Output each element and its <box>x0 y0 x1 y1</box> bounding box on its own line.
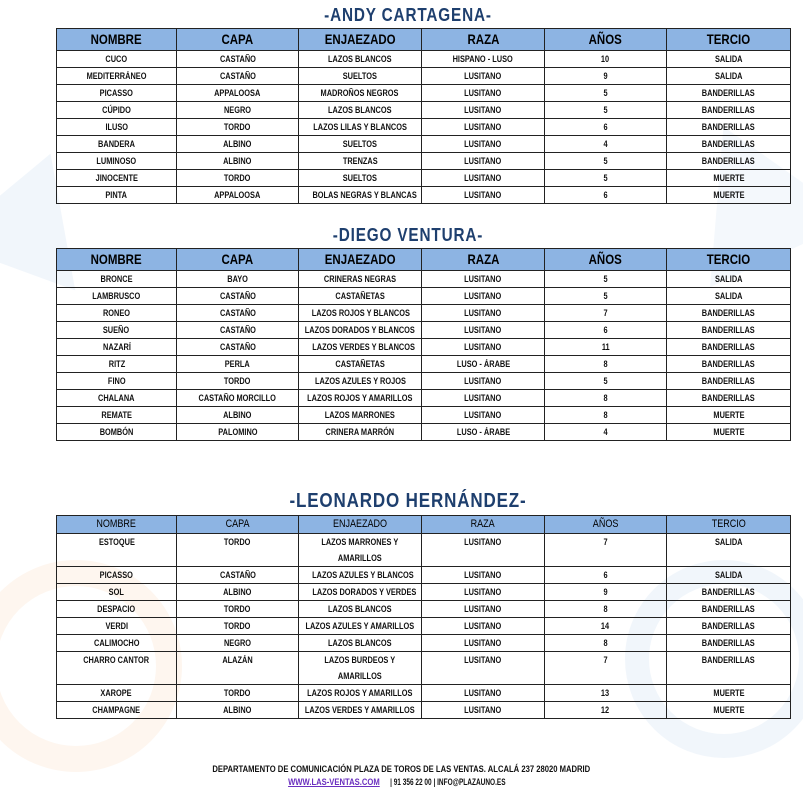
table-cell: LAZOS AZULES Y ROJOS <box>299 373 422 390</box>
table-cell: LAZOS BLANCOS <box>299 635 422 652</box>
column-header: RAZA <box>422 29 545 51</box>
table-cell: LAZOS BLANCOS <box>299 601 422 618</box>
table-row <box>57 68 791 85</box>
table-cell: 9 <box>545 68 667 85</box>
table-cell: FINO <box>57 373 177 390</box>
table-cell: LUSITANO <box>422 119 545 136</box>
table-cell: TORDO <box>177 534 299 567</box>
table-row <box>57 187 791 204</box>
table-cell: LUSITANO <box>422 567 545 584</box>
table-cell: BANDERILLAS <box>667 356 791 373</box>
table-cell: RONEO <box>57 305 177 322</box>
table-cell: LUSITANO <box>422 102 545 119</box>
column-header: AÑOS <box>545 249 667 271</box>
table-cell: LUSITANO <box>422 85 545 102</box>
section-title: -DIEGO VENTURA- <box>332 225 484 245</box>
table-cell: 5 <box>545 170 667 187</box>
table-cell: ALBINO <box>177 407 299 424</box>
table-cell: 6 <box>545 187 667 204</box>
table-cell: LAZOS ROJOS Y BLANCOS <box>299 305 422 322</box>
table-cell: TORDO <box>177 119 299 136</box>
table-row <box>57 407 791 424</box>
table-cell: CRINERA MARRÓN <box>299 424 422 441</box>
table-cell: LUSITANO <box>422 187 545 204</box>
table-cell: PICASSO <box>57 567 177 584</box>
table-cell: TORDO <box>177 601 299 618</box>
table-cell: BANDERILLAS <box>667 305 791 322</box>
column-header: RAZA <box>422 249 545 271</box>
table-cell: CUCO <box>57 51 177 68</box>
table-cell: TORDO <box>177 618 299 635</box>
table-row <box>57 534 791 567</box>
table-cell: MUERTE <box>667 424 791 441</box>
table-cell: CHARRO CANTOR <box>57 652 177 685</box>
table-header-row <box>57 516 791 534</box>
table-cell: 8 <box>545 390 667 407</box>
table-cell: LUSITANO <box>422 170 545 187</box>
table-cell: LAZOS BLANCOS <box>299 102 422 119</box>
table-cell: 4 <box>545 424 667 441</box>
table-cell: 8 <box>545 356 667 373</box>
table-cell: BANDERILLAS <box>667 390 791 407</box>
table-cell: CASTAÑO <box>177 567 299 584</box>
table-cell: CALIMOCHO <box>57 635 177 652</box>
table-cell: LUSITANO <box>422 153 545 170</box>
table-cell: 10 <box>545 51 667 68</box>
table-row <box>57 51 791 68</box>
table-cell: 7 <box>545 305 667 322</box>
table-row <box>57 356 791 373</box>
section-diego-ventura <box>56 224 760 441</box>
table-cell: LUSITANO <box>422 390 545 407</box>
table-cell: BANDERILLAS <box>667 339 791 356</box>
table-cell: BANDERILLAS <box>667 601 791 618</box>
table-cell: LUSITANO <box>422 652 545 685</box>
table-row <box>57 271 791 288</box>
table-cell: RITZ <box>57 356 177 373</box>
table-cell: 5 <box>545 102 667 119</box>
table-cell: JINOCENTE <box>57 170 177 187</box>
table-cell: LUSITANO <box>422 305 545 322</box>
table-row <box>57 584 791 601</box>
website-link[interactable]: WWW.LAS-VENTAS.COM <box>287 777 380 787</box>
table-cell: XAROPE <box>57 685 177 702</box>
table-cell: NEGRO <box>177 635 299 652</box>
table-cell: 8 <box>545 601 667 618</box>
column-header: CAPA <box>177 516 299 534</box>
table-cell: LAZOS VERDES Y BLANCOS <box>299 339 422 356</box>
table-cell: LUSO - ÁRABE <box>422 356 545 373</box>
table-cell: 6 <box>545 322 667 339</box>
column-header: CAPA <box>177 249 299 271</box>
footer <box>0 764 803 787</box>
table-cell: LAZOS BLANCOS <box>299 51 422 68</box>
table-cell: 4 <box>545 136 667 153</box>
column-header: ENJAEZADO <box>299 249 422 271</box>
table-cell: LUSITANO <box>422 635 545 652</box>
table-cell: PINTA <box>57 187 177 204</box>
table-cell: 11 <box>545 339 667 356</box>
horses-table <box>56 248 791 441</box>
table-cell: PERLA <box>177 356 299 373</box>
table-cell: LUSITANO <box>422 601 545 618</box>
table-cell: SUEÑO <box>57 322 177 339</box>
column-header: ENJAEZADO <box>299 516 422 534</box>
table-cell: SUELTOS <box>299 170 422 187</box>
table-cell: 8 <box>545 635 667 652</box>
table-cell: 14 <box>545 618 667 635</box>
table-cell: LAZOS DORADOS Y VERDES <box>299 584 422 601</box>
table-cell: LAZOS MARRONES <box>299 407 422 424</box>
table-cell: 5 <box>545 288 667 305</box>
table-cell: LAZOS BURDEOS Y AMARILLOS <box>299 652 422 685</box>
table-cell: LAZOS LILAS Y BLANCOS <box>299 119 422 136</box>
table-cell: 5 <box>545 271 667 288</box>
table-cell: CASTAÑO <box>177 339 299 356</box>
table-cell: CASTAÑO <box>177 322 299 339</box>
column-header: CAPA <box>177 29 299 51</box>
table-row <box>57 424 791 441</box>
footer-address: DEPARTAMENTO DE COMUNICACIÓN PLAZA DE TOROS DE LAS VENTAS. ALCALÁ 237 28020 MADRID <box>212 764 591 774</box>
table-cell: 9 <box>545 584 667 601</box>
table-cell: MEDITERRÁNEO <box>57 68 177 85</box>
table-cell: LAZOS ROJOS Y AMARILLOS <box>299 390 422 407</box>
table-cell: MUERTE <box>667 702 791 719</box>
table-row <box>57 339 791 356</box>
table-cell: 8 <box>545 407 667 424</box>
column-header: ENJAEZADO <box>299 29 422 51</box>
table-cell: BRONCE <box>57 271 177 288</box>
table-cell: LUSITANO <box>422 271 545 288</box>
table-cell: TORDO <box>177 373 299 390</box>
horses-table <box>56 28 791 204</box>
table-cell: 13 <box>545 685 667 702</box>
table-cell: CASTAÑETAS <box>299 288 422 305</box>
table-cell: LUSITANO <box>422 136 545 153</box>
table-row <box>57 652 791 685</box>
table-cell: ALBINO <box>177 153 299 170</box>
footer-phone-email: | 91 356 22 00 | INFO@PLAZAUNO.ES <box>389 777 506 787</box>
table-cell: APPALOOSA <box>177 187 299 204</box>
table-cell: BANDERILLAS <box>667 584 791 601</box>
table-cell: 5 <box>545 85 667 102</box>
table-row <box>57 322 791 339</box>
table-cell: LAZOS DORADOS Y BLANCOS <box>299 322 422 339</box>
table-cell: ESTOQUE <box>57 534 177 567</box>
table-row <box>57 601 791 618</box>
table-cell: LUSITANO <box>422 407 545 424</box>
table-cell: SUELTOS <box>299 68 422 85</box>
table-cell: LAMBRUSCO <box>57 288 177 305</box>
column-header: NOMBRE <box>57 29 177 51</box>
table-cell: DESPACIO <box>57 601 177 618</box>
table-cell: 5 <box>545 153 667 170</box>
column-header: TERCIO <box>667 29 791 51</box>
table-cell: CASTAÑO MORCILLO <box>177 390 299 407</box>
horses-table <box>56 515 791 719</box>
table-cell: 7 <box>545 534 667 567</box>
table-cell: SALIDA <box>667 271 791 288</box>
table-cell: LUSO - ÁRABE <box>422 424 545 441</box>
column-header: AÑOS <box>545 516 667 534</box>
table-cell: TRENZAS <box>299 153 422 170</box>
section-title: -ANDY CARTAGENA- <box>324 5 492 25</box>
table-cell: SALIDA <box>667 51 791 68</box>
table-cell: LAZOS AZULES Y AMARILLOS <box>299 618 422 635</box>
table-row <box>57 305 791 322</box>
table-cell: 7 <box>545 652 667 685</box>
table-cell: BANDERILLAS <box>667 85 791 102</box>
table-row <box>57 170 791 187</box>
table-cell: HISPANO - LUSO <box>422 51 545 68</box>
section-leonardo-hernandez <box>56 489 760 719</box>
table-cell: ALBINO <box>177 136 299 153</box>
table-cell: LAZOS VERDES Y AMARILLOS <box>299 702 422 719</box>
table-cell: LAZOS ROJOS Y AMARILLOS <box>299 685 422 702</box>
table-cell: BANDERILLAS <box>667 618 791 635</box>
table-cell: LUSITANO <box>422 702 545 719</box>
table-cell: BANDERILLAS <box>667 119 791 136</box>
table-cell: SUELTOS <box>299 136 422 153</box>
table-row <box>57 119 791 136</box>
section-andy-cartagena <box>56 4 760 204</box>
table-row <box>57 390 791 407</box>
table-cell: CASTAÑO <box>177 68 299 85</box>
column-header: TERCIO <box>667 516 791 534</box>
table-cell: CHALANA <box>57 390 177 407</box>
section-title: -LEONARDO HERNÁNDEZ- <box>289 490 527 512</box>
table-cell: LAZOS MARRONES Y AMARILLOS <box>299 534 422 567</box>
table-cell: CASTAÑETAS <box>299 356 422 373</box>
table-cell: VERDI <box>57 618 177 635</box>
column-header: NOMBRE <box>57 516 177 534</box>
table-cell: BANDERILLAS <box>667 102 791 119</box>
table-cell: BAYO <box>177 271 299 288</box>
table-cell: BANDERILLAS <box>667 635 791 652</box>
table-cell: LUSITANO <box>422 534 545 567</box>
table-cell: APPALOOSA <box>177 85 299 102</box>
table-cell: 12 <box>545 702 667 719</box>
table-row <box>57 702 791 719</box>
table-cell: PICASSO <box>57 85 177 102</box>
column-header: TERCIO <box>667 249 791 271</box>
table-cell: MUERTE <box>667 170 791 187</box>
table-cell: BANDERA <box>57 136 177 153</box>
table-cell: CRINERAS NEGRAS <box>299 271 422 288</box>
table-cell: ALAZÁN <box>177 652 299 685</box>
table-cell: CASTAÑO <box>177 51 299 68</box>
table-cell: SALIDA <box>667 68 791 85</box>
table-cell: CHAMPAGNE <box>57 702 177 719</box>
table-header-row <box>57 249 791 271</box>
table-row <box>57 635 791 652</box>
table-cell: LUSITANO <box>422 339 545 356</box>
table-cell: CASTAÑO <box>177 305 299 322</box>
table-cell: ALBINO <box>177 702 299 719</box>
table-cell: LUSITANO <box>422 322 545 339</box>
column-header: RAZA <box>422 516 545 534</box>
table-cell: SALIDA <box>667 288 791 305</box>
table-cell: CÚPIDO <box>57 102 177 119</box>
table-cell: LUSITANO <box>422 618 545 635</box>
table-cell: LUSITANO <box>422 373 545 390</box>
table-cell: MADROÑOS NEGROS <box>299 85 422 102</box>
table-cell: ILUSO <box>57 119 177 136</box>
table-cell: BANDERILLAS <box>667 652 791 685</box>
table-cell: BANDERILLAS <box>667 373 791 390</box>
footer-contact <box>0 777 803 787</box>
table-row <box>57 618 791 635</box>
table-cell: BANDERILLAS <box>667 153 791 170</box>
table-row <box>57 373 791 390</box>
table-cell: PALOMINO <box>177 424 299 441</box>
table-cell: LAZOS AZULES Y BLANCOS <box>299 567 422 584</box>
table-cell: TORDO <box>177 170 299 187</box>
table-cell: LUSITANO <box>422 685 545 702</box>
table-row <box>57 288 791 305</box>
table-row <box>57 153 791 170</box>
table-cell: SALIDA <box>667 567 791 584</box>
table-cell: ALBINO <box>177 584 299 601</box>
table-cell: LUSITANO <box>422 288 545 305</box>
table-cell: BANDERILLAS <box>667 136 791 153</box>
table-cell: MUERTE <box>667 685 791 702</box>
table-row <box>57 567 791 584</box>
table-cell: 6 <box>545 119 667 136</box>
table-cell: 6 <box>545 567 667 584</box>
table-cell: LUSITANO <box>422 584 545 601</box>
table-row <box>57 685 791 702</box>
table-cell: SALIDA <box>667 534 791 567</box>
table-cell: BOMBÓN <box>57 424 177 441</box>
table-cell: TORDO <box>177 685 299 702</box>
table-header-row <box>57 29 791 51</box>
table-cell: REMATE <box>57 407 177 424</box>
table-cell: 5 <box>545 373 667 390</box>
table-row <box>57 136 791 153</box>
table-cell: SOL <box>57 584 177 601</box>
column-header: NOMBRE <box>57 249 177 271</box>
table-cell: BOLAS NEGRAS Y BLANCAS <box>299 187 422 204</box>
table-cell: CASTAÑO <box>177 288 299 305</box>
table-cell: LUSITANO <box>422 68 545 85</box>
table-cell: NAZARÍ <box>57 339 177 356</box>
table-cell: LUMINOSO <box>57 153 177 170</box>
table-cell: MUERTE <box>667 407 791 424</box>
table-cell: MUERTE <box>667 187 791 204</box>
table-row <box>57 85 791 102</box>
table-row <box>57 102 791 119</box>
table-cell: NEGRO <box>177 102 299 119</box>
column-header: AÑOS <box>545 29 667 51</box>
table-cell: BANDERILLAS <box>667 322 791 339</box>
